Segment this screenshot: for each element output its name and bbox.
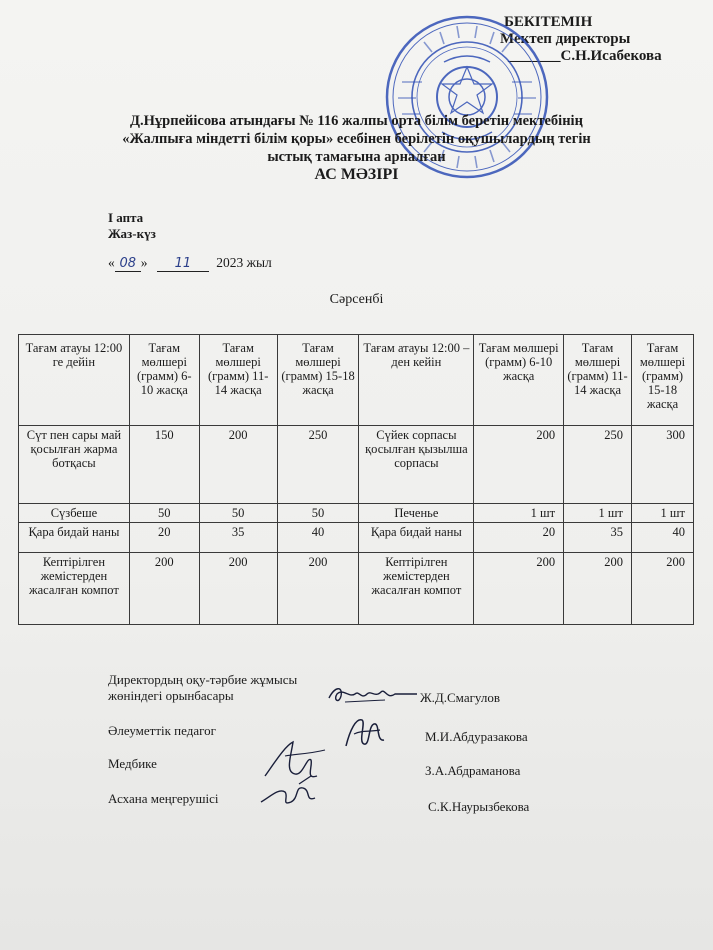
document-title [0,112,713,184]
approval-heading: БЕКІТЕМІН [504,14,593,30]
portion-cell: 20 [129,523,199,553]
portion-cell: 35 [199,523,277,553]
weekday-label: Сәрсенбі [329,292,384,307]
portion-cell: 1 шт [474,504,564,523]
dish-name-cell: Қара бидай наны [19,523,130,553]
table-header-cell: Тағам атауы 12:00 ге дейін [19,335,130,426]
table-header-row [19,335,694,426]
portion-cell: 300 [632,426,694,504]
table-row [19,426,694,504]
portion-cell: 150 [129,426,199,504]
date-close-quote: » [140,255,148,270]
dish-name-cell: Қара бидай наны [359,523,474,553]
date-day: 08 [119,256,137,271]
date-month: 11 [174,256,192,271]
approval-director-name: _______С.Н.Исабекова [508,48,662,64]
title-line-4: АС МӘЗІРІ [314,166,399,183]
table-row [19,553,694,625]
signature-deputy-role [108,672,297,704]
deputy-role-line-1: Директордың оқу-тәрбие жұмысы [108,672,298,687]
dish-name-cell: Кептірілген жемістерден жасалған компот [359,553,474,625]
portion-cell: 40 [277,523,359,553]
social-pedagog-signature [340,712,390,752]
portion-cell: 40 [632,523,694,553]
dish-name-cell: Сүзбеше [19,504,130,523]
portion-cell: 200 [277,553,359,625]
title-line-3: ыстық тамағына арналған [267,149,446,165]
portion-cell: 200 [199,426,277,504]
portion-cell: 35 [564,523,632,553]
portion-cell: 200 [564,553,632,625]
canteen-head-role: Асхана меңгерушісі [108,791,219,806]
table-header-cell: Тағам мөлшері (грамм) 6-10 жасқа [474,335,564,426]
portion-cell: 200 [129,553,199,625]
nurse-name: З.А.Абдраманова [425,763,521,778]
title-line-1: Д.Нұрпейісова атындағы № 116 жалпы орта білім беретін мектебінің [130,113,583,129]
menu-table [18,334,694,625]
portion-cell: 200 [474,553,564,625]
portion-cell: 1 шт [564,504,632,523]
nurse-signature [255,736,345,808]
table-header-cell: Тағам мөлшері (грамм) 11-14 жасқа [199,335,277,426]
portion-cell: 50 [277,504,359,523]
portion-cell: 250 [564,426,632,504]
social-pedagog-role: Әлеуметтік педагог [108,723,216,738]
title-line-2: «Жалпыға міндетті білім қоры» есебінен берілетін оқушылардың тегін [122,131,591,147]
date-open-quote: « [108,255,115,270]
table-header-cell: Тағам атауы 12:00 – ден кейін [359,335,474,426]
dish-name-cell: Сүт пен сары май қосылған жарма ботқасы [19,426,130,504]
portion-cell: 200 [474,426,564,504]
portion-cell: 200 [632,553,694,625]
deputy-signature [325,680,420,710]
table-header-cell: Тағам мөлшері (грамм) 11-14 жасқа [564,335,632,426]
portion-cell: 1 шт [632,504,694,523]
dish-name-cell: Кептірілген жемістерден жасалған компот [19,553,130,625]
dish-name-cell: Печенье [359,504,474,523]
portion-cell: 50 [199,504,277,523]
deputy-role-line-2: жөніндегі орынбасары [108,688,234,703]
nurse-role: Медбике [108,756,157,771]
portion-cell: 20 [474,523,564,553]
approval-position: Мектеп директоры [500,31,631,47]
table-header-cell: Тағам мөлшері (грамм) 6-10 жасқа [129,335,199,426]
deputy-name: Ж.Д.Смагулов [420,690,500,705]
date-year: 2023 жыл [216,255,272,270]
season-label: Жаз-күз [108,226,156,241]
social-pedagog-name: М.И.Абдуразакова [425,729,528,744]
canteen-head-name: С.К.Наурызбекова [428,799,530,814]
portion-cell: 50 [129,504,199,523]
week-label: І апта [108,210,144,225]
table-row [19,523,694,553]
portion-cell: 200 [199,553,277,625]
portion-cell: 250 [277,426,359,504]
table-header-cell: Тағам мөлшері (грамм) 15-18 жасқа [277,335,359,426]
date-line [108,255,272,272]
dish-name-cell: Сүйек сорпасы қосылған қызылша сорпасы [359,426,474,504]
table-row [19,504,694,523]
table-header-cell: Тағам мөлшері (грамм) 15-18 жасқа [632,335,694,426]
